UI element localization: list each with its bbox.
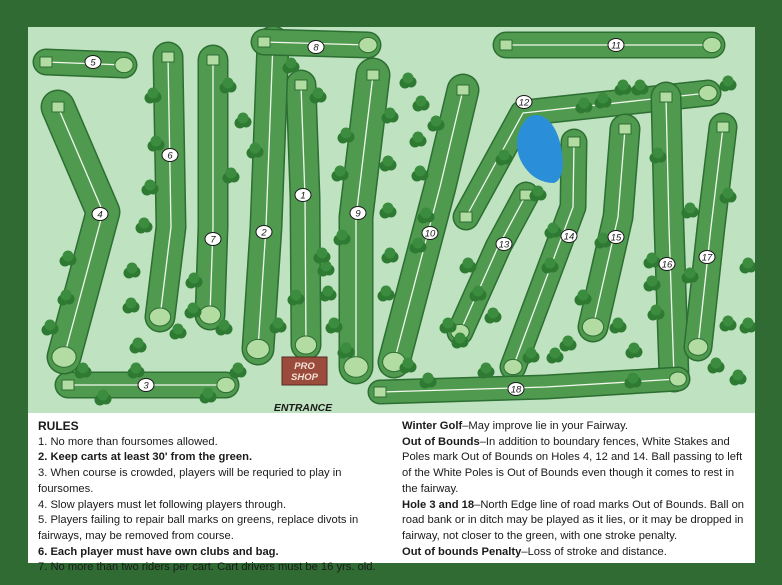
hole-7-number: 7 (210, 234, 216, 246)
winter-golf-heading: Winter Golf (402, 420, 463, 432)
hole-9-marker (350, 207, 366, 220)
hole-3-number: 3 (143, 380, 149, 392)
entrance-label: ENTRANCE (273, 402, 333, 413)
hole-5-number: 5 (90, 57, 96, 69)
pro-shop-label-line1: PRO (294, 361, 315, 372)
hole-12-number: 12 (518, 97, 530, 109)
rules-right-column (402, 419, 748, 560)
hole-9-green (344, 357, 368, 377)
hole-3-green (217, 377, 235, 392)
hole-17-green (688, 339, 708, 356)
hole-16-marker (659, 258, 675, 271)
hole-9-tee (367, 70, 379, 80)
hole-16-fairway (660, 92, 685, 386)
hole-2-marker (256, 226, 272, 239)
hole-14-marker (561, 230, 577, 243)
hole-1-number: 1 (300, 190, 306, 202)
hole-6-number: 6 (167, 150, 173, 162)
rule-item-3: 3. When course is crowded, players will be requried to play in foursomes. (38, 467, 342, 495)
hole-7-tee (207, 55, 219, 65)
hole-8-number: 8 (313, 42, 319, 54)
hole-4-number: 4 (97, 209, 103, 221)
hole-10-tee (457, 85, 469, 95)
rules-title: RULES (38, 419, 79, 433)
hole-15-tee (619, 124, 631, 134)
hole-6-green (149, 308, 170, 326)
hole-4-tee (52, 102, 64, 112)
hole-15-green (582, 318, 603, 336)
hole-4-marker (92, 208, 108, 221)
hole-5-marker (85, 56, 101, 69)
hole-3-18-text: –North Edge line of road marks Out of Bounds. Ball on road bank or in ditch may be played as it lies, or it may be dropped in fairway, not closer to the green, with one stroke penalty. (402, 498, 745, 542)
hole-16-tee (660, 92, 672, 102)
hole-12-marker (516, 96, 532, 109)
pro-shop (282, 357, 327, 385)
hole-11-number: 11 (611, 40, 621, 52)
hole-15-number: 15 (610, 232, 622, 244)
hole-12-green (699, 85, 717, 100)
hole-18-tee (374, 387, 386, 397)
hole-12-tee (460, 212, 472, 222)
hole-14-tee (568, 137, 580, 147)
hole-17-number: 17 (701, 252, 713, 264)
rule-item-1: 1. No more than foursomes allowed. (38, 435, 218, 448)
pro-shop-label-line2: SHOP (291, 372, 318, 383)
hole-6-marker (162, 149, 178, 162)
hole-11-green (703, 37, 721, 52)
rule-item-5: 5. Players failing to repair ball marks on greens, replace divots in fairways, may be removed from course. (38, 514, 359, 542)
hole-6-tee (162, 52, 174, 62)
hole-1-fairway (295, 80, 317, 354)
hole-7-green (199, 306, 220, 324)
hole-8-tee (258, 37, 270, 47)
hole-14-green (504, 359, 522, 374)
hole-2-green (247, 339, 270, 358)
hole-16-number: 16 (661, 259, 673, 271)
hole-17-tee (717, 122, 729, 132)
hole-8-green (359, 37, 377, 52)
hole-3-marker (138, 379, 154, 392)
hole-1-marker (295, 189, 311, 202)
hole-8-marker (308, 41, 324, 54)
hole-3-18-heading: Hole 3 and 18 (402, 498, 475, 511)
hole-18-number: 18 (510, 384, 522, 396)
rule-item-2: 2. Keep carts at least 30' from the green. (38, 451, 253, 464)
rules-left-column (38, 419, 390, 576)
hole-3-tee (62, 380, 74, 390)
hole-1-tee (295, 80, 307, 90)
hole-3-18-note (402, 498, 748, 545)
penalty-heading: Out of bounds Penalty (402, 545, 522, 558)
hole-18-marker (508, 383, 524, 396)
winter-golf-text: –May improve lie in your Fairway. (462, 420, 628, 432)
hole-11-tee (500, 40, 512, 50)
hole-18-green (670, 372, 687, 386)
hole-7-marker (205, 233, 221, 246)
hole-1-green (295, 336, 316, 354)
course-map (28, 27, 755, 413)
rule-item-6: 6. Each player must have own clubs and bag. (38, 545, 279, 558)
hole-14-number: 14 (563, 231, 575, 243)
out-of-bounds-note (402, 435, 748, 498)
penalty-note (402, 545, 748, 561)
hole-17-marker (699, 251, 715, 264)
hole-10-marker (422, 227, 438, 240)
penalty-text: –Loss of stroke and distance. (521, 545, 667, 558)
hole-9-number: 9 (355, 208, 361, 220)
out-of-bounds-heading: Out of Bounds (402, 435, 480, 448)
hole-5-green (115, 57, 133, 72)
hole-13-marker (496, 238, 512, 251)
hole-7-fairway (199, 55, 220, 324)
hole-4-green (52, 347, 76, 367)
hole-15-marker (608, 231, 624, 244)
hole-10-number: 10 (424, 228, 436, 240)
hole-5-tee (40, 57, 52, 67)
out-of-bounds-text: –In addition to boundary fences, White Stakes and Poles mark Out of Bounds on Holes 4, 12 and 14. Ball passing to left of the White Poles is Out of Bounds even though it comes to rest in the fairway. (402, 435, 743, 495)
rule-item-7: 7. No more than two riders per cart. Cart drivers must be 16 yrs. old. (38, 561, 376, 574)
hole-2-number: 2 (261, 227, 267, 239)
rule-item-4: 4. Slow players must let following players through. (38, 498, 287, 511)
winter-golf-note (402, 419, 748, 435)
hole-11-marker (608, 39, 624, 52)
hole-13-number: 13 (498, 239, 510, 251)
rules-panel (28, 413, 755, 574)
